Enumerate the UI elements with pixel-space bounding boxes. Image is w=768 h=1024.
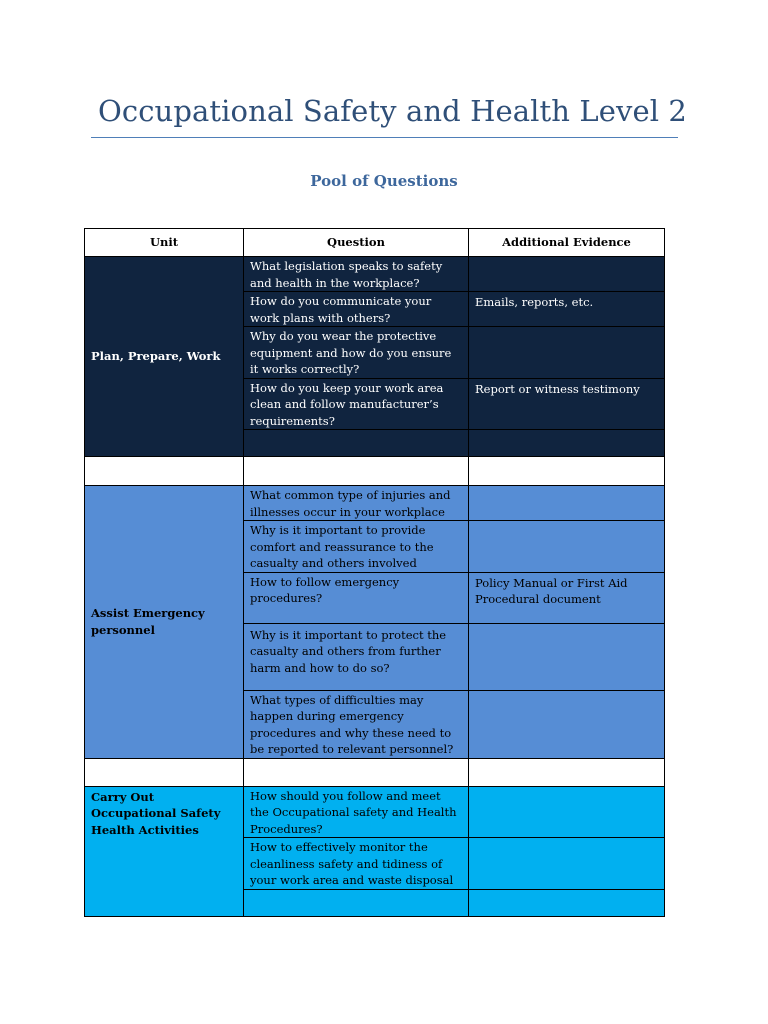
question-cell: What types of difficulties may happen during emergency procedures and why these need to be reported to relevant personnel?	[244, 690, 469, 758]
question-cell: How should you follow and meet the Occupational safety and Health Procedures?	[244, 786, 469, 838]
evidence-cell	[469, 889, 665, 916]
evidence-cell: Policy Manual or First Aid Procedural document	[469, 572, 665, 623]
header-question: Question	[244, 229, 469, 257]
evidence-cell	[469, 521, 665, 573]
spacer-cell	[469, 758, 665, 786]
spacer-cell	[244, 457, 469, 486]
question-cell: What common type of injuries and illnesses occur in your workplace	[244, 486, 469, 521]
evidence-cell: Report or witness testimony	[469, 378, 665, 430]
evidence-cell	[469, 690, 665, 758]
question-cell: Why is it important to protect the casualty and others from further harm and how to do so?	[244, 623, 469, 690]
header-unit: Unit	[85, 229, 244, 257]
evidence-cell	[469, 486, 665, 521]
table-header-row	[85, 229, 665, 257]
spacer-cell	[85, 457, 244, 486]
evidence-cell	[469, 786, 665, 838]
question-cell: How do you communicate your work plans with others?	[244, 292, 469, 327]
table-row	[85, 257, 665, 292]
evidence-cell	[469, 327, 665, 379]
evidence-cell	[469, 838, 665, 890]
unit-cell: Carry Out Occupational Safety Health Activities	[85, 786, 244, 916]
question-cell	[244, 889, 469, 916]
header-evidence: Additional Evidence	[469, 229, 665, 257]
evidence-cell: Emails, reports, etc.	[469, 292, 665, 327]
question-cell: Why do you wear the protective equipment and how do you ensure it works correctly?	[244, 327, 469, 379]
spacer-cell	[469, 457, 665, 486]
evidence-cell	[469, 430, 665, 457]
evidence-cell	[469, 623, 665, 690]
unit-cell: Assist Emergency personnel	[85, 486, 244, 759]
unit-cell: Plan, Prepare, Work	[85, 257, 244, 457]
question-cell: How to effectively monitor the cleanliness safety and tidiness of your work area and waste disposal	[244, 838, 469, 890]
spacer-row	[85, 758, 665, 786]
document-title: Occupational Safety and Health Level 2	[98, 94, 687, 128]
spacer-row	[85, 457, 665, 486]
spacer-cell	[244, 758, 469, 786]
question-cell: How to follow emergency procedures?	[244, 572, 469, 623]
table-row	[85, 786, 665, 838]
question-cell: Why is it important to provide comfort and reassurance to the casualty and others involved	[244, 521, 469, 573]
title-underline	[91, 137, 678, 138]
questions-table	[84, 228, 665, 917]
question-cell	[244, 430, 469, 457]
document-subtitle: Pool of Questions	[310, 172, 458, 190]
spacer-cell	[85, 758, 244, 786]
evidence-cell	[469, 257, 665, 292]
table-row	[85, 486, 665, 521]
question-cell: How do you keep your work area clean and follow manufacturer’s requirements?	[244, 378, 469, 430]
question-cell: What legislation speaks to safety and health in the workplace?	[244, 257, 469, 292]
